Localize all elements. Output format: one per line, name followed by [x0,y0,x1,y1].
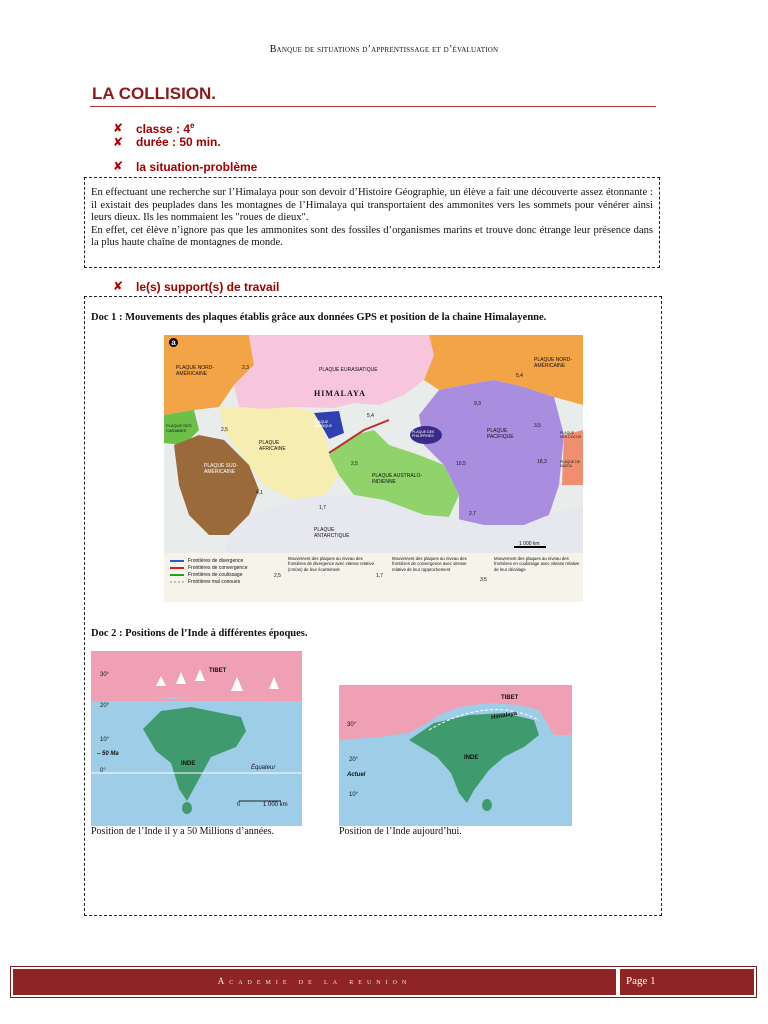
plate-label-caraibes: PLAQUE DES CARAÏBES [166,423,192,433]
rate-label: 5,4 [367,413,374,419]
plate-label-nazca: PLAQUE DE NAZCA [560,460,581,468]
rate-label: 2,3 [242,365,249,371]
map-himalaya-label: HIMALAYA [314,389,366,398]
page-header: Banque de situations d’apprentissage et d’évaluation [269,44,499,55]
map-label-a: a [169,338,178,347]
plate-label-philippines: PLAQUE DES PHILIPPINES [412,430,435,438]
tibet-label: TIBET [501,695,519,701]
rate-label: 1,7 [319,505,326,511]
lat-10-label: 10° [100,737,110,743]
plate-label-sud-am: PLAQUE SUD-AMÉRICAINE [204,463,238,475]
lat-20-label: 20° [100,703,110,709]
map-scale-label: 1 000 km [519,541,540,547]
situation-paragraph-1: En effectuant une recherche sur l’Himalaya pour son devoir d’Histoire Géographie, un élève a fait une découverte assez étonnante : il existait des peuplades dans les montagnes de l’Himalaya qui transportaient des ammonites vers les sommets pour vénérer ainsi leurs dieux. Ils les nommaient les "roues de dieux". [91,187,653,224]
india-today-map [339,685,572,826]
rate-label: 3,5 [534,423,541,429]
plate-label-nord-am-left: PLAQUE NORD-AMÉRICAINE [176,365,215,377]
plate-label-africaine: PLAQUE AFRICAINE [259,440,286,452]
plates-map [164,335,583,602]
situation-box [84,177,660,268]
legend-col4: Mouvement des plaques au niveau des frontières en coulissage avec vitesse relative de leur décalage [494,556,580,572]
caption-today: Position de l’Inde aujourd’hui. [339,826,462,837]
lat-30-label: 30° [347,722,357,728]
footer-academie: Academie de la reunion [13,969,616,995]
legend-num-3: 3,5 [480,577,487,583]
rate-label: 2,5 [221,427,228,433]
situation-heading: la situation-problème [136,160,258,174]
scale-zero-label: 0 [237,802,241,808]
legend-col3: Mouvement des plaques au niveau des frontières de convergence avec vitesse relative de leur rapprochement [392,556,467,572]
situation-paragraph-2: En effet, cet élève n’ignore pas que les ammonites sont des fossiles d’organismes marins et trouve donc étrange leur présence dans la plus haute chaîne de montagnes de monde. [91,224,653,249]
scale-km-label: 1 000 km [263,802,288,808]
actuel-label: Actuel [347,772,366,778]
plate-label-pacifique: PLAQUE PACIFIQUE [487,428,514,440]
legend-mal-connues: Frontières mal connues [188,579,241,585]
rate-label: 10,5 [456,461,466,467]
doc1-title: Doc 1 : Mouvements des plaques établis grâce aux données GPS et position de la chaine Himalayenne. [91,312,547,323]
rate-label: 2,5 [351,461,358,467]
plate-label-cocos: PLAQUE DES COCOS [560,431,582,439]
footer-page-number: Page 1 [620,969,754,995]
legend-num-2: 1,7 [376,573,383,579]
legend-divergence: Frontières de divergence [188,558,244,564]
page-footer [10,966,757,998]
rate-label: 2,7 [469,511,476,517]
lat-10-label: 10° [349,792,359,798]
legend-coulissage: Frontières de coulissage [188,572,243,578]
lat-20-label: 20° [349,757,359,763]
tibet-label: TIBET [209,668,227,674]
inde-label: INDE [464,755,479,761]
doc2-title: Doc 2 : Positions de l’Inde à différentes époques. [91,628,308,639]
ma-label: – 50 Ma [97,751,119,757]
supports-heading: le(s) support(s) de travail [136,280,280,294]
legend-col2: Mouvement des plaques au niveau des frontières de divergence avec vitesse relative (cm/an) de leur écartement [288,556,374,572]
classe-label: classe : 4e [136,121,195,136]
cross-icon: ✘ [113,121,124,135]
title-divider [90,106,656,107]
india-50ma-map [91,651,302,826]
lat-0-label: 0° [100,768,106,774]
cross-icon: ✘ [113,159,124,173]
plate-label-australo: PLAQUE AUSTRALO-INDIENNE [372,473,423,485]
rate-label: 5,4 [516,373,523,379]
plate-label-eurasiatique: PLAQUE EURASIATIQUE [319,367,378,373]
plate-label-antarctique: PLAQUE ANTARCTIQUE [314,527,350,539]
legend-convergence: Frontières de convergence [188,565,248,571]
page-title: LA COLLISION. [92,84,217,103]
inde-label: INDE [181,761,196,767]
plate-label-nord-am-right: PLAQUE NORD-AMÉRICAINE [534,357,573,369]
rate-label: 4,1 [256,490,263,496]
lat-30-label: 30° [100,672,110,678]
rate-label: 18,3 [537,459,547,465]
legend-num-1: 2,5 [274,573,281,579]
himalaya-label: Himalaya [490,710,518,722]
caption-50ma: Position de l’Inde il y a 50 Millions d’années. [91,826,275,837]
duree-label: durée : 50 min. [136,135,221,149]
cross-icon: ✘ [113,135,124,149]
plate-label-arabique: PLAQUE ARABIQUE [314,420,333,428]
equateur-label: Équateur [251,765,276,771]
rate-label: 9,3 [474,401,481,407]
cross-icon: ✘ [113,279,124,293]
